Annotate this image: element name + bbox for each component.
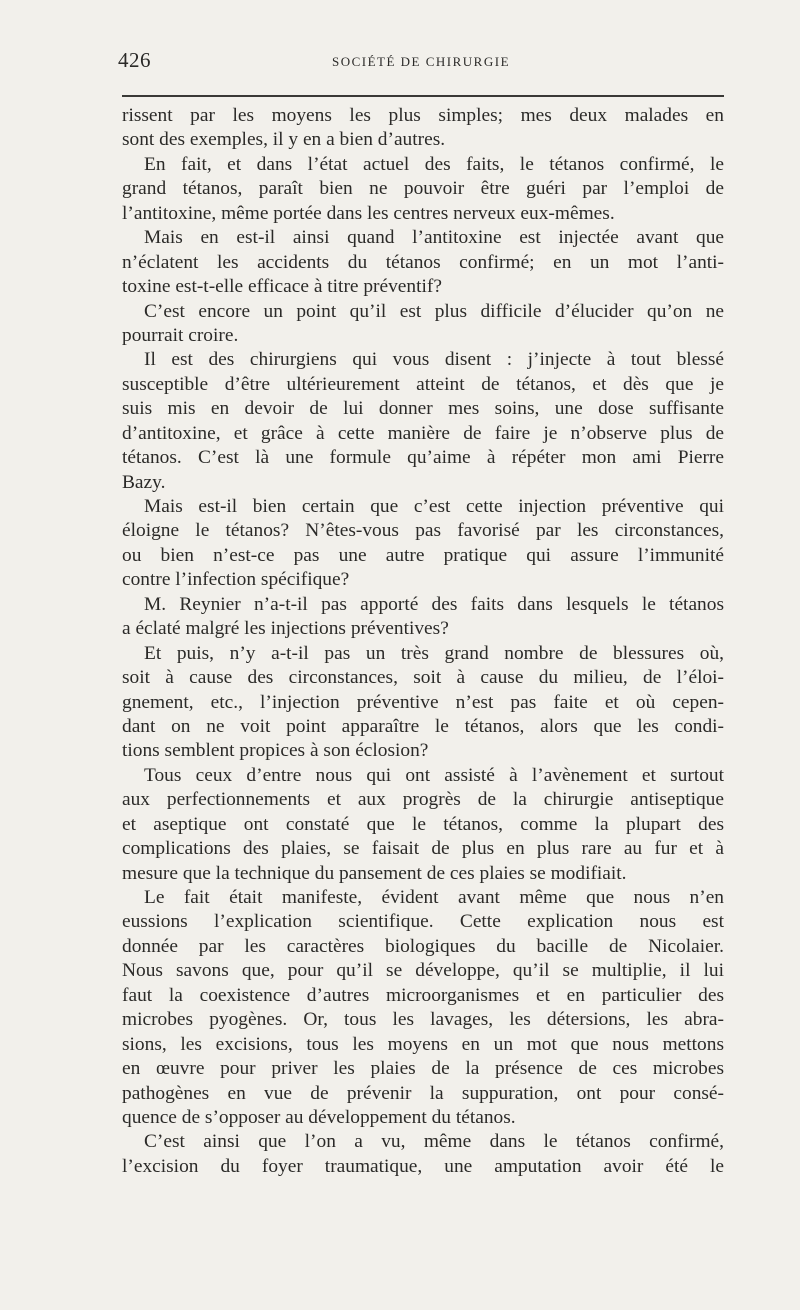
page-header — [118, 48, 724, 78]
text-line: M. Reynier n’a-t-il pas apporté des faits dans lesquels le tétanos — [144, 593, 724, 615]
running-head: SOCIÉTÉ DE CHIRURGIE — [331, 54, 511, 69]
text-line: gnement, etc., l’injection préventive n’est pas faite et où cepen- — [122, 691, 724, 713]
text-line: l’excision du foyer traumatique, une amputation avoir été le — [122, 1155, 724, 1177]
text-line: et aseptique ont constaté que le tétanos, comme la plupart des — [122, 813, 724, 835]
body-text — [122, 104, 724, 1179]
text-line: d’antitoxine, et grâce à cette manière de faire je n’observe plus de — [122, 422, 724, 444]
text-line: Mais en est-il ainsi quand l’antitoxine est injectée avant que — [144, 227, 724, 249]
text-line: tétanos. C’est là une formule qu’aime à répéter mon ami Pierre — [122, 447, 724, 469]
text-line: aux perfectionnements et aux progrès de la chirurgie antiseptique — [122, 789, 724, 811]
text-line: eussions l’explication scientifique. Cette explication nous est — [122, 911, 724, 933]
text-line: complications des plaies, se faisait de plus en plus rare au fur et à — [122, 838, 724, 860]
text-line: faut la coexistence d’autres microorganismes et en particulier des — [122, 984, 724, 1006]
text-line: rissent par les moyens les plus simples; mes deux malades en — [122, 105, 724, 126]
text-line: Nous savons que, pour qu’il se développe, qu’il se multiplie, il lui — [122, 960, 724, 982]
page-number: 426 — [118, 48, 151, 72]
text-line: microbes pyogènes. Or, tous les lavages, les détersions, les abra- — [122, 1009, 724, 1031]
text-line: n’éclatent les accidents du tétanos confirmé; en un mot l’anti- — [122, 251, 724, 273]
text-line: suis mis en devoir de lui donner mes soins, une dose suffisante — [122, 398, 724, 420]
text-line: En fait, et dans l’état actuel des faits, le tétanos confirmé, le — [144, 153, 724, 175]
text-line: C’est encore un point qu’il est plus difficile d’élucider qu’on ne — [144, 300, 724, 322]
text-line: en œuvre pour priver les plaies de la présence de ces microbes — [122, 1058, 724, 1080]
text-line: Le fait était manifeste, évident avant même que nous n’en — [144, 887, 724, 908]
header-rule — [122, 95, 724, 97]
text-line: Il est des chirurgiens qui vous disent : j’injecte à tout blessé — [144, 349, 724, 371]
text-line: a éclaté malgré les injections préventives? — [122, 618, 449, 640]
text-line: tions semblent propices à son éclosion? — [122, 740, 429, 762]
text-line: sont des exemples, il y en a bien d’autres. — [122, 129, 446, 151]
text-line: éloigne le tétanos? N’êtes-vous pas favorisé par les circonstances, — [122, 520, 724, 542]
text-line: quence de s’opposer au développement du tétanos. — [122, 1106, 516, 1128]
text-line: pourrait croire. — [122, 324, 239, 346]
text-line: dant on ne voit point apparaître le tétanos, alors que les condi- — [122, 715, 724, 737]
text-line: Bazy. — [122, 471, 166, 493]
text-line: grand tétanos, paraît bien ne pouvoir être guéri par l’emploi de — [122, 178, 724, 200]
text-line: soit à cause des circonstances, soit à cause du milieu, de l’éloi- — [122, 667, 724, 689]
text-line: ou bien n’est-ce pas une autre pratique qui assure l’immunité — [122, 544, 724, 566]
text-line: Tous ceux d’entre nous qui ont assisté à l’avènement et surtout — [144, 764, 724, 786]
text-line: Et puis, n’y a-t-il pas un très grand nombre de blessures où, — [144, 642, 724, 664]
text-line: C’est ainsi que l’on a vu, même dans le tétanos confirmé, — [144, 1131, 724, 1153]
text-line: susceptible d’être ultérieurement atteint de tétanos, et dès que je — [122, 373, 724, 395]
text-line: donnée par les caractères biologiques du bacille de Nicolaier. — [122, 935, 724, 957]
text-line: sions, les excisions, tous les moyens en un mot que nous mettons — [122, 1033, 724, 1055]
text-line: l’antitoxine, même portée dans les centres nerveux eux-mêmes. — [122, 202, 615, 224]
text-line: mesure que la technique du pansement de ces plaies se modifiait. — [122, 862, 627, 884]
text-line: pathogènes en vue de prévenir la suppuration, ont pour consé- — [122, 1082, 724, 1104]
text-line: toxine est-t-elle efficace à titre préventif? — [122, 276, 442, 298]
text-line: Mais est-il bien certain que c’est cette injection préventive qui — [144, 496, 724, 517]
text-line: contre l’infection spécifique? — [122, 569, 350, 591]
